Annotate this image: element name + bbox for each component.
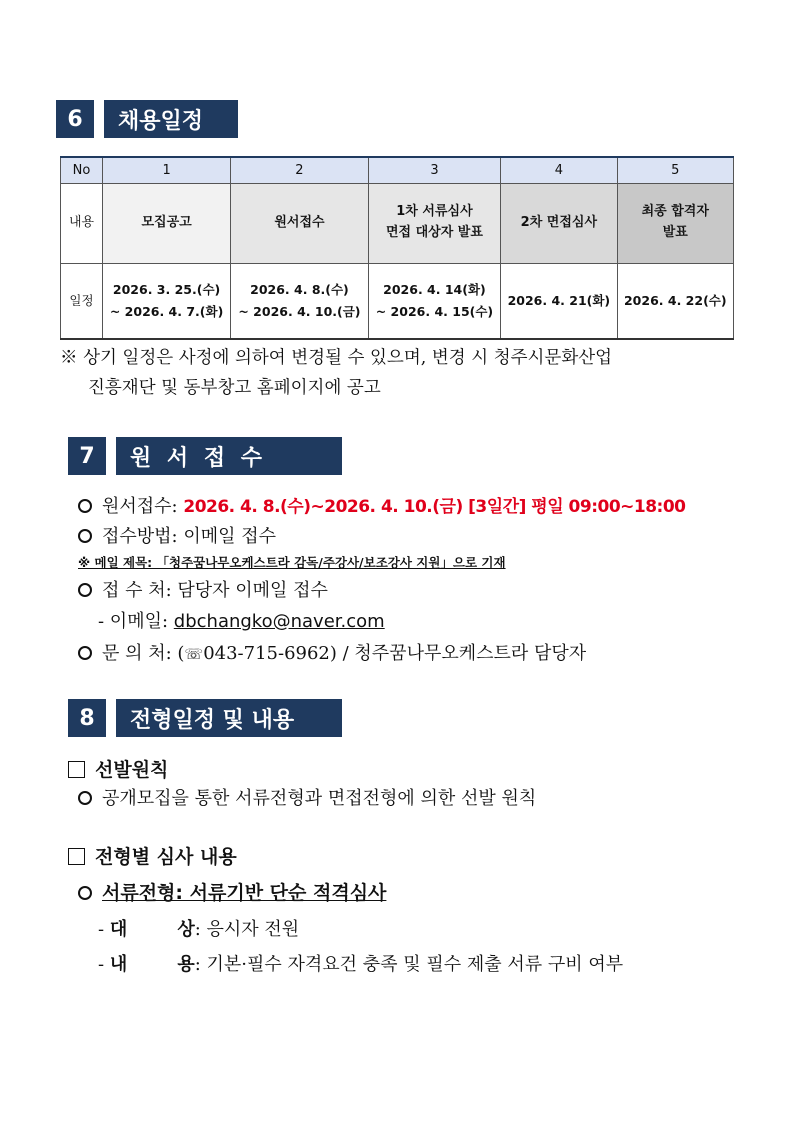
target-value: : 응시자 전원 (194, 919, 300, 940)
contact-line (78, 639, 586, 665)
date-line: ~ 2026. 4. 15(수) (375, 303, 494, 319)
table-row (61, 183, 734, 263)
target-key: 대 상 (109, 919, 195, 940)
content-line: 발표 (662, 225, 688, 240)
table-header-row (61, 157, 734, 183)
content-line: 면접 대상자 발표 (385, 225, 483, 240)
review-head-text: 전형별 심사 내용 (95, 846, 237, 868)
principle-text (78, 784, 536, 810)
date-cell (103, 263, 231, 339)
circle-bullet-icon (78, 529, 92, 543)
schedule-note: ※ 상기 일정은 사정에 의하여 변경될 수 있으며, 변경 시 청주시문화산업 (60, 348, 613, 368)
circle-bullet-icon (78, 583, 92, 597)
doc-head-text: 서류전형: 서류기반 단순 적격심사 (102, 882, 387, 904)
section-6-heading (56, 100, 238, 138)
date-cell (368, 263, 500, 339)
email-label: - 이메일: (98, 611, 169, 632)
contact-label: 문 의 처: ( (102, 643, 185, 664)
section-number: 6 (56, 100, 94, 138)
date-line: ~ 2026. 4. 7.(화) (109, 303, 224, 319)
col-header: 3 (368, 157, 500, 183)
row-label: 일정 (61, 263, 103, 339)
date-line: ~ 2026. 4. 10.(금) (238, 303, 361, 319)
col-header: 4 (501, 157, 617, 183)
square-bullet-icon (68, 761, 85, 778)
apply-method (78, 522, 276, 548)
row-label: 내용 (61, 183, 103, 263)
phone-icon: ☏ (184, 645, 204, 663)
schedule-table (60, 156, 734, 340)
date-line: 2026. 4. 14(화) (383, 281, 486, 297)
circle-bullet-icon (78, 886, 92, 900)
date-cell (231, 263, 369, 339)
content-cell (617, 183, 733, 263)
circle-bullet-icon (78, 499, 92, 513)
email-link[interactable]: dbchangko@naver.com (173, 611, 385, 632)
apply-place (78, 576, 328, 602)
date-cell: 2026. 4. 22(수) (617, 263, 733, 339)
content-key: 내 용 (109, 954, 195, 975)
email-line (98, 607, 385, 633)
review-heading (68, 842, 237, 869)
content-cell: 2차 면접심사 (501, 183, 617, 263)
section-title: 전형일정 및 내용 (116, 699, 342, 737)
content-cell: 모집공고 (103, 183, 231, 263)
place-text: 접 수 처: 담당자 이메일 접수 (102, 580, 328, 601)
date-line: 2026. 3. 25.(수) (112, 281, 221, 297)
content-cell: 원서접수 (231, 183, 369, 263)
content-line: 1차 서류심사 (396, 204, 473, 220)
content-value: : 기본·필수 자격요건 충족 및 필수 제출 서류 구비 여부 (194, 954, 624, 975)
col-header: 1 (103, 157, 231, 183)
header-label: No (61, 157, 103, 183)
doc-screening-heading (78, 878, 386, 905)
content-line: 최종 합격자 (641, 204, 709, 220)
circle-bullet-icon (78, 791, 92, 805)
date-cell: 2026. 4. 21(화) (501, 263, 617, 339)
table-row (61, 263, 734, 339)
section-title: 원 서 접 수 (116, 437, 342, 475)
principle-head-text: 선발원칙 (95, 759, 169, 781)
apply-period (78, 492, 686, 518)
section-number: 8 (68, 699, 106, 737)
section-7-heading (68, 437, 342, 475)
apply-label: 원서접수: (102, 496, 178, 517)
principle-value: 공개모집을 통한 서류전형과 면접전형에 의한 선발 원칙 (102, 788, 537, 809)
section-8-heading (68, 699, 342, 737)
content-line: - 내 용: 기본·필수 자격요건 충족 및 필수 제출 서류 구비 여부 (98, 954, 624, 975)
section-title: 채용일정 (104, 100, 238, 138)
col-header: 2 (231, 157, 369, 183)
contact-value: 043-715-6962) / 청주꿈나무오케스트라 담당자 (203, 643, 587, 664)
target-line: - 대 상: 응시자 전원 (98, 919, 300, 940)
schedule-note-cont: 진흥재단 및 동부창고 홈페이지에 공고 (88, 378, 381, 398)
apply-value: 2026. 4. 8.(수)~2026. 4. 10.(금) [3일간] 평일 09:00~18:00 (183, 497, 686, 517)
date-line: 2026. 4. 8.(수) (250, 281, 349, 297)
col-header: 5 (617, 157, 733, 183)
square-bullet-icon (68, 848, 85, 865)
principle-heading (68, 755, 168, 782)
circle-bullet-icon (78, 646, 92, 660)
section-number: 7 (68, 437, 106, 475)
content-cell (368, 183, 500, 263)
mail-subject-note: ※ 메일 제목: 「청주꿈나무오케스트라 감독/주강사/보조강사 지원」으로 기재 (78, 555, 506, 570)
method-text: 접수방법: 이메일 접수 (102, 526, 276, 547)
